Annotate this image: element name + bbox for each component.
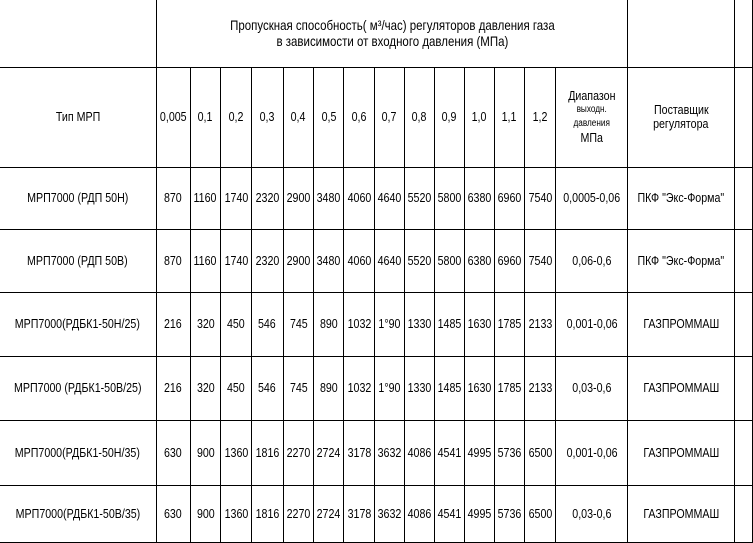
row-value[interactable]: [220, 420, 251, 485]
empty-cell[interactable]: [735, 292, 753, 356]
header-supplier-line-1: Поставщик: [653, 102, 709, 117]
row-supplier[interactable]: [628, 420, 735, 485]
row-value-text: 2320: [255, 252, 280, 268]
row-value[interactable]: [434, 167, 464, 229]
row-value-text: 900: [196, 444, 215, 460]
row-value-text: 3632: [377, 505, 402, 521]
row-value[interactable]: [156, 485, 190, 542]
header-pressure[interactable]: [314, 67, 344, 167]
row-value-text: 1330: [407, 380, 432, 395]
row-value[interactable]: [464, 167, 494, 229]
row-value-text: 320: [196, 316, 215, 331]
header-range-line-3: МПа: [580, 130, 603, 145]
row-value-text: 5800: [437, 190, 462, 205]
header-range[interactable]: [555, 67, 627, 167]
row-range-text: 0,06-0,6: [572, 252, 612, 268]
header-supplier[interactable]: [628, 67, 735, 167]
row-value[interactable]: [525, 356, 556, 420]
header-range-line-2: выходн. давления: [573, 104, 610, 129]
row-value[interactable]: [494, 485, 525, 542]
row-value-text: 320: [196, 380, 215, 395]
row-value[interactable]: [190, 420, 220, 485]
row-supplier[interactable]: [628, 229, 735, 292]
table-row: [0, 420, 753, 485]
row-value[interactable]: [374, 420, 404, 485]
row-value[interactable]: [464, 229, 494, 292]
row-type[interactable]: [0, 420, 156, 485]
header-pressure[interactable]: [434, 67, 464, 167]
row-value[interactable]: [283, 292, 314, 356]
row-value-text: 3178: [347, 444, 371, 460]
header-pressure-text: 0,9: [441, 109, 457, 124]
row-value-text: 630: [164, 444, 183, 460]
row-value[interactable]: [494, 420, 525, 485]
row-supplier[interactable]: [628, 167, 735, 229]
row-range-text: 0,0005-0,06: [563, 190, 621, 205]
row-type-text: МРП7000 (РДП 50Н): [27, 190, 129, 205]
row-range[interactable]: [555, 420, 627, 485]
row-type[interactable]: [0, 167, 156, 229]
row-value[interactable]: [190, 485, 220, 542]
row-value-text: 1785: [497, 316, 522, 331]
row-value-text: 6380: [467, 252, 491, 268]
table-row: [0, 167, 753, 229]
row-value[interactable]: [374, 485, 404, 542]
row-range-text: 0,03-0,6: [572, 380, 612, 395]
header-pressure-text: 1,0: [471, 109, 487, 124]
row-value-text: 6380: [467, 190, 491, 205]
row-value[interactable]: [434, 485, 464, 542]
row-value[interactable]: [464, 485, 494, 542]
row-value-text: 1032: [347, 316, 371, 331]
row-value[interactable]: [374, 292, 404, 356]
row-range[interactable]: [555, 292, 627, 356]
row-type[interactable]: [0, 485, 156, 542]
empty-cell[interactable]: [735, 67, 753, 167]
row-value[interactable]: [525, 420, 556, 485]
header-pressure[interactable]: [344, 67, 375, 167]
row-value[interactable]: [374, 167, 404, 229]
title-line-1: Пропускная способность( м³/час) регуляторов давления газа: [229, 17, 555, 34]
row-value[interactable]: [283, 420, 314, 485]
row-value-text: 3632: [377, 444, 402, 460]
row-value-text: 1785: [497, 380, 522, 395]
header-pressure-text: 0,6: [351, 109, 367, 124]
row-value-text: 5520: [407, 190, 432, 205]
row-value-text: 1816: [255, 444, 280, 460]
row-value-text: 7540: [528, 252, 552, 268]
row-range[interactable]: [555, 356, 627, 420]
row-value[interactable]: [156, 356, 190, 420]
row-value-text: 1740: [224, 252, 248, 268]
row-value-text: 890: [319, 316, 338, 331]
row-value-text: 1816: [255, 505, 280, 521]
row-value[interactable]: [156, 292, 190, 356]
row-value-text: 4086: [407, 444, 432, 460]
row-value[interactable]: [252, 420, 283, 485]
row-value-text: 450: [227, 380, 245, 395]
row-value-text: 2900: [286, 190, 311, 205]
row-value-text: 2270: [286, 444, 311, 460]
row-value[interactable]: [252, 485, 283, 542]
row-value-text: 3480: [316, 190, 341, 205]
row-value-text: 5736: [497, 444, 522, 460]
row-value[interactable]: [344, 420, 375, 485]
row-value[interactable]: [220, 167, 251, 229]
table-title[interactable]: [156, 0, 628, 67]
header-pressure[interactable]: [494, 67, 525, 167]
row-value-text: 2270: [286, 505, 311, 521]
header-pressure[interactable]: [283, 67, 314, 167]
row-value[interactable]: [404, 356, 434, 420]
empty-header-cell[interactable]: [735, 0, 753, 67]
table-row: [0, 356, 753, 420]
header-pressure-text: 0,005: [159, 109, 187, 124]
row-value[interactable]: [374, 356, 404, 420]
empty-cell[interactable]: [735, 420, 753, 485]
row-value-text: 4640: [377, 252, 402, 268]
title-row: [0, 0, 753, 67]
row-type-text: МРП7000 (РДП 50В): [27, 252, 129, 268]
row-value-text: 870: [164, 252, 183, 268]
row-value-text: 1485: [437, 380, 462, 395]
row-value[interactable]: [374, 229, 404, 292]
row-range-text: 0,001-0,06: [566, 444, 618, 460]
row-value-text: 3480: [316, 252, 341, 268]
row-value-text: 1360: [224, 444, 248, 460]
row-value-text: 6960: [497, 190, 522, 205]
row-value[interactable]: [344, 229, 375, 292]
row-value[interactable]: [220, 485, 251, 542]
row-value-text: 6500: [528, 444, 552, 460]
row-value-text: 4086: [407, 505, 432, 521]
row-supplier-text: ГАЗПРОММАШ: [643, 316, 720, 331]
row-range-text: 0,001-0,06: [566, 316, 618, 331]
row-value-text: 3178: [347, 505, 371, 521]
row-supplier-text: ГАЗПРОММАШ: [643, 505, 720, 521]
row-value-text: 1°90: [378, 380, 401, 395]
row-value-text: 5520: [407, 252, 432, 268]
row-value-text: 6960: [497, 252, 522, 268]
row-value[interactable]: [252, 356, 283, 420]
header-supplier-line-2: регулятора: [653, 116, 709, 131]
table-row: [0, 485, 753, 542]
row-value-text: 4640: [377, 190, 402, 205]
table-row: [0, 292, 753, 356]
row-value-text: 2900: [286, 252, 311, 268]
table-row: [0, 229, 753, 292]
row-value[interactable]: [404, 485, 434, 542]
row-value[interactable]: [252, 229, 283, 292]
row-value-text: 4995: [467, 444, 491, 460]
row-supplier-text: ПКФ "Экс-Форма": [637, 252, 725, 268]
row-value[interactable]: [344, 485, 375, 542]
row-value[interactable]: [494, 356, 525, 420]
empty-header-cell[interactable]: [628, 0, 735, 67]
row-value[interactable]: [434, 420, 464, 485]
row-value[interactable]: [494, 229, 525, 292]
row-value-text: 870: [164, 190, 183, 205]
row-value-text: 1740: [224, 190, 248, 205]
header-range-line-1: Диапазон: [568, 88, 616, 103]
row-value[interactable]: [314, 356, 344, 420]
row-range-text: 0,03-0,6: [572, 505, 612, 521]
row-value-text: 546: [258, 316, 277, 331]
row-value[interactable]: [220, 292, 251, 356]
row-type[interactable]: [0, 229, 156, 292]
row-range[interactable]: [555, 485, 627, 542]
row-value[interactable]: [314, 292, 344, 356]
row-value[interactable]: [404, 420, 434, 485]
header-pressure-text: 1,2: [532, 109, 548, 124]
row-value-text: 2133: [528, 380, 552, 395]
row-value[interactable]: [156, 229, 190, 292]
header-pressure[interactable]: [525, 67, 556, 167]
row-value[interactable]: [344, 356, 375, 420]
header-pressure-text: 0,5: [321, 109, 337, 124]
row-value-text: 546: [258, 380, 277, 395]
row-value[interactable]: [156, 167, 190, 229]
row-value-text: 216: [164, 380, 183, 395]
row-value[interactable]: [190, 356, 220, 420]
row-value[interactable]: [464, 420, 494, 485]
row-value[interactable]: [404, 229, 434, 292]
header-pressure-text: 0,7: [381, 109, 397, 124]
row-value[interactable]: [190, 229, 220, 292]
row-value[interactable]: [434, 229, 464, 292]
row-value[interactable]: [525, 229, 556, 292]
corner-cell[interactable]: [0, 0, 156, 67]
row-value-text: 900: [196, 505, 215, 521]
row-type[interactable]: [0, 356, 156, 420]
row-value-text: 745: [289, 380, 308, 395]
row-value-text: 1630: [467, 316, 491, 331]
row-value-text: 1160: [193, 190, 217, 205]
row-value-text: 745: [289, 316, 308, 331]
row-value-text: 1360: [224, 505, 248, 521]
row-value-text: 1160: [193, 252, 217, 268]
row-value-text: 1330: [407, 316, 432, 331]
row-value[interactable]: [344, 167, 375, 229]
row-value-text: 2724: [316, 505, 341, 521]
row-value-text: 7540: [528, 190, 552, 205]
header-row: [0, 67, 753, 167]
row-value-text: 2320: [255, 190, 280, 205]
row-value-text: 2724: [316, 444, 341, 460]
row-value-text: 5800: [437, 252, 462, 268]
row-supplier[interactable]: [628, 292, 735, 356]
row-type-text: МРП7000(РДБК1-50Н/35): [15, 444, 141, 460]
row-value[interactable]: [252, 292, 283, 356]
title-line-2: в зависимости от входного давления (МПа): [276, 33, 508, 50]
header-pressure[interactable]: [156, 67, 190, 167]
row-value[interactable]: [190, 292, 220, 356]
row-value[interactable]: [464, 292, 494, 356]
row-supplier-text: ГАЗПРОММАШ: [643, 380, 720, 395]
row-value[interactable]: [494, 292, 525, 356]
row-value-text: 6500: [528, 505, 552, 521]
row-value-text: 450: [227, 316, 245, 331]
row-value-text: 890: [319, 380, 338, 395]
row-value[interactable]: [314, 485, 344, 542]
row-value[interactable]: [252, 167, 283, 229]
header-pressure[interactable]: [190, 67, 220, 167]
empty-cell[interactable]: [735, 356, 753, 420]
row-value[interactable]: [525, 485, 556, 542]
row-value[interactable]: [314, 167, 344, 229]
row-value[interactable]: [464, 356, 494, 420]
row-value[interactable]: [434, 292, 464, 356]
row-value-text: 4060: [347, 252, 371, 268]
row-value[interactable]: [525, 292, 556, 356]
row-value[interactable]: [190, 167, 220, 229]
row-value[interactable]: [220, 229, 251, 292]
row-value[interactable]: [283, 229, 314, 292]
row-supplier[interactable]: [628, 485, 735, 542]
row-type[interactable]: [0, 292, 156, 356]
header-pressure[interactable]: [404, 67, 434, 167]
row-value[interactable]: [525, 167, 556, 229]
header-pressure-text: 1,1: [501, 109, 517, 124]
row-value[interactable]: [314, 229, 344, 292]
row-value-text: 216: [164, 316, 183, 331]
row-value-text: 1630: [467, 380, 491, 395]
header-pressure-text: 0,4: [291, 109, 306, 124]
empty-cell[interactable]: [735, 167, 753, 229]
row-value-text: 1032: [347, 380, 371, 395]
row-value-text: 4541: [437, 444, 462, 460]
header-pressure[interactable]: [252, 67, 283, 167]
row-value-text: 5736: [497, 505, 522, 521]
row-type-text: МРП7000(РДБК1-50В/35): [15, 505, 141, 521]
row-value[interactable]: [344, 292, 375, 356]
row-supplier-text: ПКФ "Экс-Форма": [637, 190, 725, 205]
header-pressure[interactable]: [464, 67, 494, 167]
header-pressure-text: 0,3: [259, 109, 275, 124]
header-pressure[interactable]: [374, 67, 404, 167]
row-value-text: 4060: [347, 190, 371, 205]
row-supplier[interactable]: [628, 356, 735, 420]
header-type[interactable]: Тип МРП: [0, 67, 156, 167]
header-pressure-text: 0,8: [411, 109, 427, 124]
row-value[interactable]: [494, 167, 525, 229]
row-value-text: 1485: [437, 316, 462, 331]
row-value[interactable]: [404, 292, 434, 356]
row-value-text: 4541: [437, 505, 462, 521]
row-value[interactable]: [156, 420, 190, 485]
empty-cell[interactable]: [735, 485, 753, 542]
row-value-text: 2133: [528, 316, 552, 331]
row-value[interactable]: [283, 485, 314, 542]
empty-cell[interactable]: [735, 229, 753, 292]
header-pressure-text: 0,2: [228, 109, 244, 124]
row-type-text: МРП7000 (РДБК1-50В/25): [13, 380, 142, 395]
row-value-text: 4995: [467, 505, 491, 521]
row-supplier-text: ГАЗПРОММАШ: [643, 444, 720, 460]
row-value-text: 1°90: [378, 316, 401, 331]
header-pressure-text: 0,1: [197, 109, 213, 124]
row-type-text: МРП7000(РДБК1-50Н/25): [15, 316, 141, 331]
row-value[interactable]: [283, 167, 314, 229]
row-value[interactable]: [314, 420, 344, 485]
row-range[interactable]: [555, 167, 627, 229]
row-value[interactable]: [283, 356, 314, 420]
header-pressure[interactable]: [220, 67, 251, 167]
row-value[interactable]: [404, 167, 434, 229]
row-value[interactable]: [220, 356, 251, 420]
row-range[interactable]: [555, 229, 627, 292]
row-value-text: 630: [164, 505, 183, 521]
row-value[interactable]: [434, 356, 464, 420]
